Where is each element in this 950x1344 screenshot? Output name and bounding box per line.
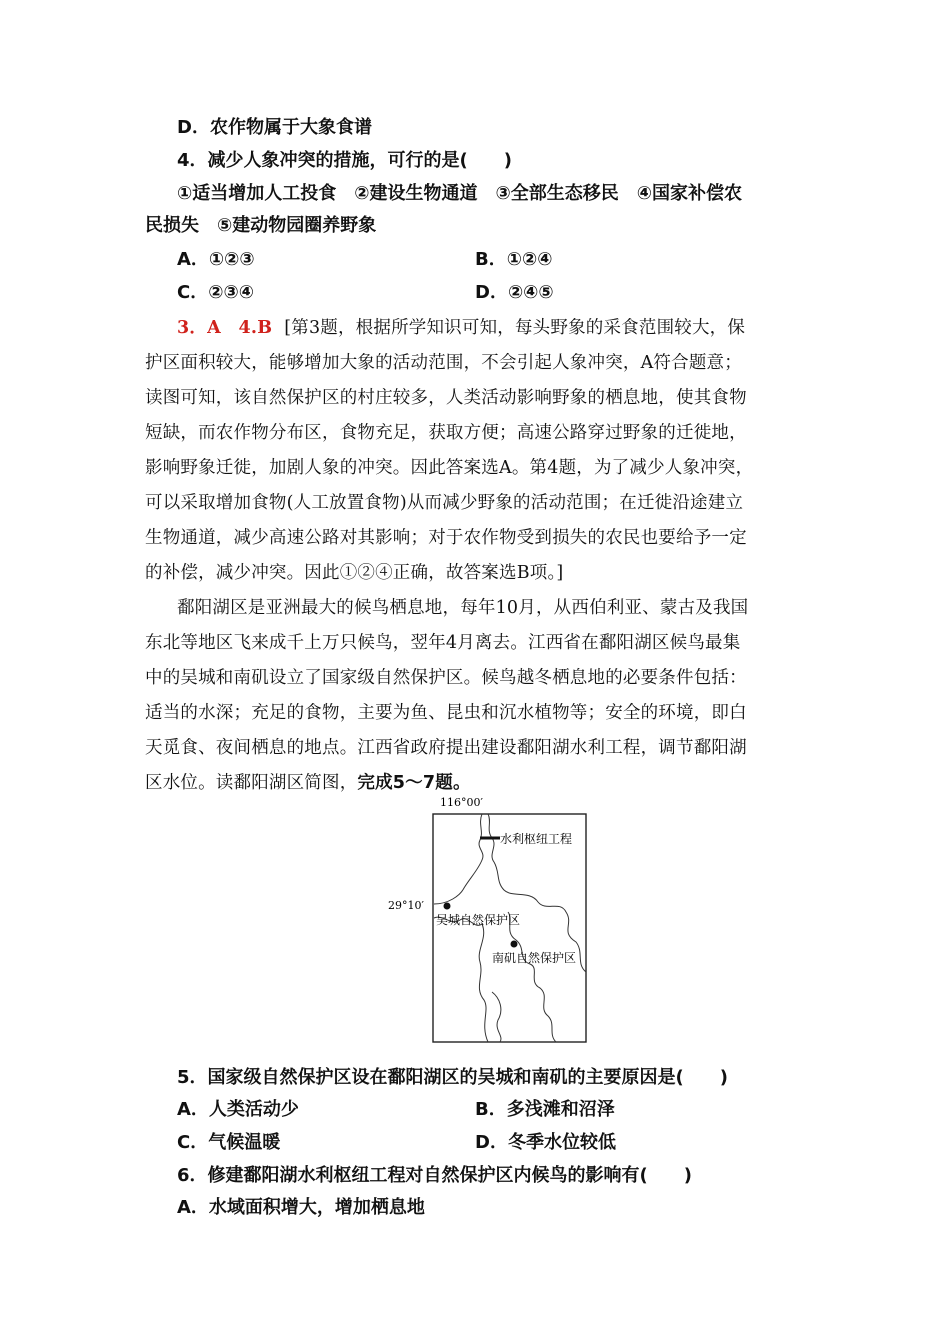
passage-last-text: 区水位。读鄱阳湖区简图， (145, 773, 358, 793)
longitude-label: 116°00′ (440, 796, 483, 809)
answer-line-7: 的补偿，减少冲突。因此①②④正确，故答案选B项。] (145, 563, 564, 583)
q5-stem: 5．国家级自然保护区设在鄱阳湖区的吴城和南矶的主要原因是( ) (177, 1067, 728, 1088)
wucheng-label: 吴城自然保护区 (436, 913, 521, 927)
passage-line-3: 适当的水深；充足的食物，主要为鱼、昆虫和沉水植物等；安全的环境，即白 (145, 703, 747, 723)
q6-option-a: A．水域面积增大，增加栖息地 (177, 1197, 425, 1218)
river-channel (492, 992, 501, 1042)
latitude-label: 29°10′ (388, 899, 424, 912)
passage-line-1: 东北等地区飞来成千上万只候鸟，翌年4月离去。江西省在鄱阳湖区候鸟最集 (145, 633, 741, 653)
passage-line-2: 中的吴城和南矶设立了国家级自然保护区。候鸟越冬栖息地的必要条件包括： (145, 668, 747, 688)
answer-line-4: 影响野象迁徙，加剧人象的冲突。因此答案选A。第4题，为了减少人象冲突， (145, 458, 754, 478)
q5-option-d: D．冬季水位较低 (475, 1132, 616, 1153)
wucheng-point (444, 903, 451, 910)
q5-option-a: A．人类活动少 (177, 1099, 299, 1120)
answer-line-0 (145, 316, 825, 340)
q4-items-line2: 民损失 ⑤建动物园圈养野象 (145, 215, 377, 236)
south-east-shoreline (508, 912, 556, 1042)
q5-option-c: C．气候温暖 (177, 1132, 281, 1153)
poyang-lake-map (380, 792, 600, 1050)
q4-option-d: D．②④⑤ (475, 282, 554, 303)
q4-option-a: A．①②③ (177, 249, 255, 270)
passage-line-4: 天觅食、夜间栖息的地点。江西省政府提出建设鄱阳湖水利工程，调节鄱阳湖 (145, 738, 747, 758)
south-west-shoreline (434, 917, 488, 1042)
q6-stem: 6．修建鄱阳湖水利枢纽工程对自然保护区内候鸟的影响有( ) (177, 1165, 692, 1186)
nanji-point (511, 941, 518, 948)
answer-line-1: 护区面积较大，能够增加大象的活动范围，不会引起人象冲突，A符合题意； (145, 353, 742, 373)
answer-key: 3．A 4.B (177, 318, 273, 338)
q5-option-b: B．多浅滩和沼泽 (475, 1099, 615, 1120)
answer-line-2: 读图可知，该自然保护区的村庄较多，人类活动影响野象的栖息地，使其食物 (145, 388, 747, 408)
answer-line-3: 短缺，而农作物分布区，食物充足，获取方便；高速公路穿过野象的迁徙地， (145, 423, 747, 443)
dam-label: 水利枢纽工程 (500, 832, 573, 846)
q3-option-d: D．农作物属于大象食谱 (177, 117, 372, 138)
q4-items-line1: ①适当增加人工投食 ②建设生物通道 ③全部生态移民 ④国家补偿农 (177, 183, 742, 204)
answer-line-6: 生物通道，减少高速公路对其影响；对于农作物受到损失的农民也要给予一定 (145, 528, 747, 548)
answer-text-0: [第3题，根据所学知识可知，每头野象的采食范围较大，保 (284, 318, 746, 338)
q4-option-b: B．①②④ (475, 249, 553, 270)
west-shoreline (434, 814, 483, 904)
q4-option-c: C．②③④ (177, 282, 254, 303)
passage-last-bold: 完成5～7题。 (357, 773, 471, 793)
q4-stem: 4．减少人象冲突的措施，可行的是( ) (177, 150, 512, 171)
nanji-label: 南矶自然保护区 (492, 951, 577, 965)
passage-line-0: 鄱阳湖区是亚洲最大的候鸟栖息地，每年10月，从西伯利亚、蒙古及我国 (177, 598, 749, 618)
answer-line-5: 可以采取增加食物(人工放置食物)从而减少野象的活动范围；在迁徙沿途建立 (145, 493, 744, 513)
